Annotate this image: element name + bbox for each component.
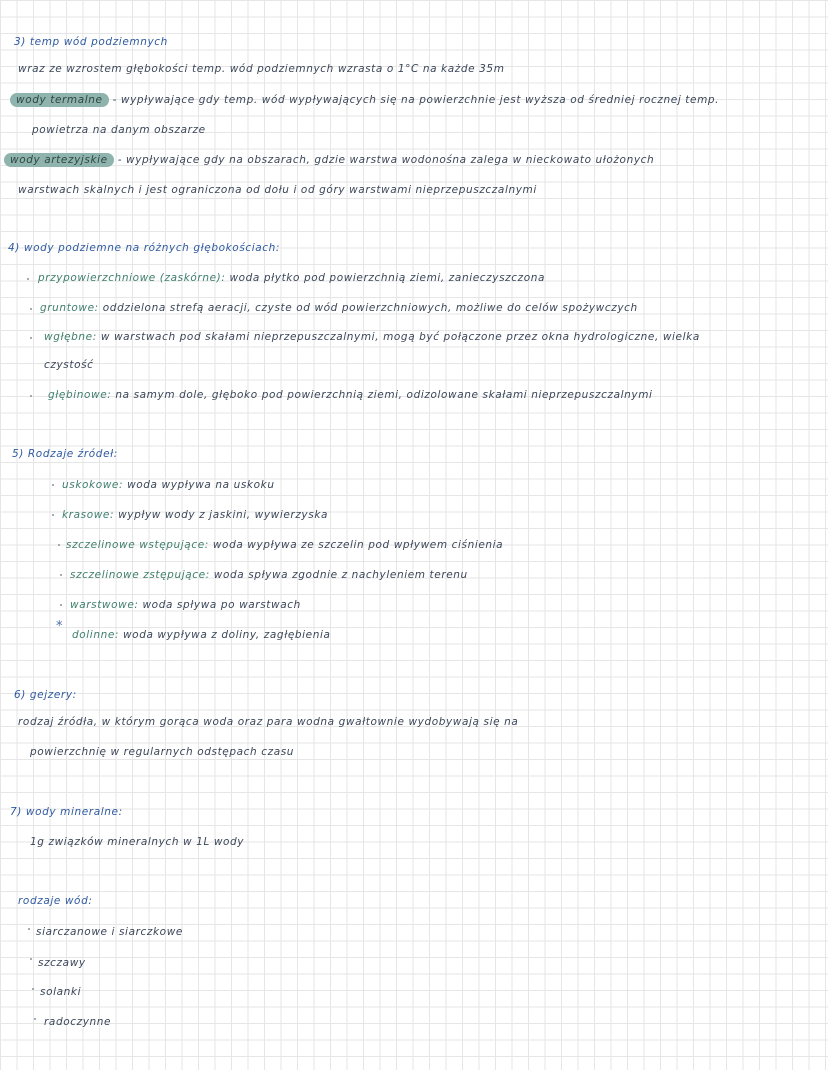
- list-item: siarczanowe i siarczkowe: [36, 926, 183, 938]
- list-item-text: woda wypływa na uskoku: [127, 479, 275, 491]
- list-item-term: głębinowe:: [48, 389, 112, 401]
- artezyjskie-definition: - wypływające gdy na obszarach, gdzie warstwa wodonośna zalega w nieckowato ułożonych: [117, 154, 655, 166]
- bullet-dot: [30, 337, 32, 339]
- list-item-text: na samym dole, głęboko pod powierzchnią ziemi, odizolowane skałami nieprzepuszczalnymi: [115, 389, 653, 401]
- list-item-text: woda płytko pod powierzchnią ziemi, zanieczyszczona: [229, 272, 546, 284]
- list-item-term: dolinne:: [72, 629, 120, 641]
- artezyjskie-row: [4, 152, 654, 168]
- list-item: radoczynne: [44, 1016, 112, 1028]
- list-item: [62, 507, 328, 523]
- list-item-text: w warstwach pod skałami nieprzepuszczalnymi, mogą być połączone przez okna hydrologiczne, wielka: [100, 331, 700, 343]
- list-item: [72, 627, 331, 643]
- list-item: [44, 329, 700, 345]
- list-item-cont: czystość: [44, 359, 94, 371]
- list-item: [66, 537, 503, 553]
- bullet-dot: [32, 988, 34, 990]
- termalne-definition-cont: powietrza na danym obszarze: [32, 124, 206, 136]
- bullet-dot: [27, 278, 29, 280]
- bullet-dot: [30, 958, 32, 960]
- bullet-dot: [52, 484, 54, 486]
- list-item-term: szczelinowe zstępujące:: [70, 569, 210, 581]
- bullet-dot: [60, 604, 62, 606]
- artezyjskie-highlight: wody artezyjskie: [4, 153, 114, 167]
- bullet-dot: [30, 395, 32, 397]
- list-item-text: woda spływa po warstwach: [142, 599, 301, 611]
- termalne-row: [10, 92, 719, 108]
- list-item-term: przypowierzchniowe (zaskórne):: [38, 272, 226, 284]
- list-item-text: woda wypływa z doliny, zagłębienia: [122, 629, 331, 641]
- bullet-dot: [58, 544, 60, 546]
- list-item-text: oddzielona strefą aeracji, czyste od wód powierzchniowych, możliwe do celów spożywczych: [102, 302, 638, 314]
- section-6-line: rodzaj źródła, w którym gorąca woda oraz para wodna gwałtownie wydobywają się na: [18, 716, 519, 728]
- section-5-title: 5) Rodzaje źródeł:: [12, 448, 118, 460]
- list-item-term: krasowe:: [62, 509, 115, 521]
- bullet-dot: [28, 928, 30, 930]
- list-item-term: uskokowe:: [62, 479, 124, 491]
- bullet-dot: [60, 574, 62, 576]
- list-item-term: szczelinowe wstępujące:: [66, 539, 209, 551]
- list-item-term: gruntowe:: [40, 302, 99, 314]
- section-6-line-cont: powierzchnię w regularnych odstępach czasu: [30, 746, 295, 758]
- list-item: [70, 597, 301, 613]
- list-item: [38, 270, 545, 286]
- list-item: [70, 567, 468, 583]
- list-item-text: wypływ wody z jaskini, wywierzyska: [118, 509, 329, 521]
- termalne-highlight: wody termalne: [10, 93, 109, 107]
- list-item-text: woda wypływa ze szczelin pod wpływem ciśnienia: [212, 539, 504, 551]
- list-item-term: wgłębne:: [44, 331, 97, 343]
- list-item: solanki: [40, 986, 82, 998]
- section-7-line: 1g związków mineralnych w 1L wody: [30, 836, 245, 848]
- section-4-title: 4) wody podziemne na różnych głębokościach:: [8, 242, 281, 254]
- bullet-dot: [30, 308, 32, 310]
- list-item: [40, 300, 638, 316]
- list-item-term: warstwowe:: [70, 599, 139, 611]
- bullet-dot: [52, 514, 54, 516]
- bullet-dot: [34, 1018, 36, 1020]
- section-3-line: wraz ze wzrostem głębokości temp. wód podziemnych wzrasta o 1°C na każde 35m: [18, 63, 505, 75]
- star-icon: *: [56, 619, 63, 634]
- water-types-title: rodzaje wód:: [18, 895, 93, 907]
- list-item: [62, 477, 275, 493]
- list-item: szczawy: [38, 957, 86, 969]
- list-item: [48, 387, 653, 403]
- section-6-title: 6) gejzery:: [14, 689, 77, 701]
- section-7-title: 7) wody mineralne:: [10, 806, 123, 818]
- section-3-title: 3) temp wód podziemnych: [14, 36, 168, 48]
- artezyjskie-definition-cont: warstwach skalnych i jest ograniczona od dołu i od góry warstwami nieprzepuszczalnymi: [18, 184, 537, 196]
- termalne-definition: - wypływające gdy temp. wód wypływających się na powierzchnie jest wyższa od średniej rocznej temp.: [112, 94, 720, 106]
- list-item-text: woda spływa zgodnie z nachyleniem terenu: [213, 569, 468, 581]
